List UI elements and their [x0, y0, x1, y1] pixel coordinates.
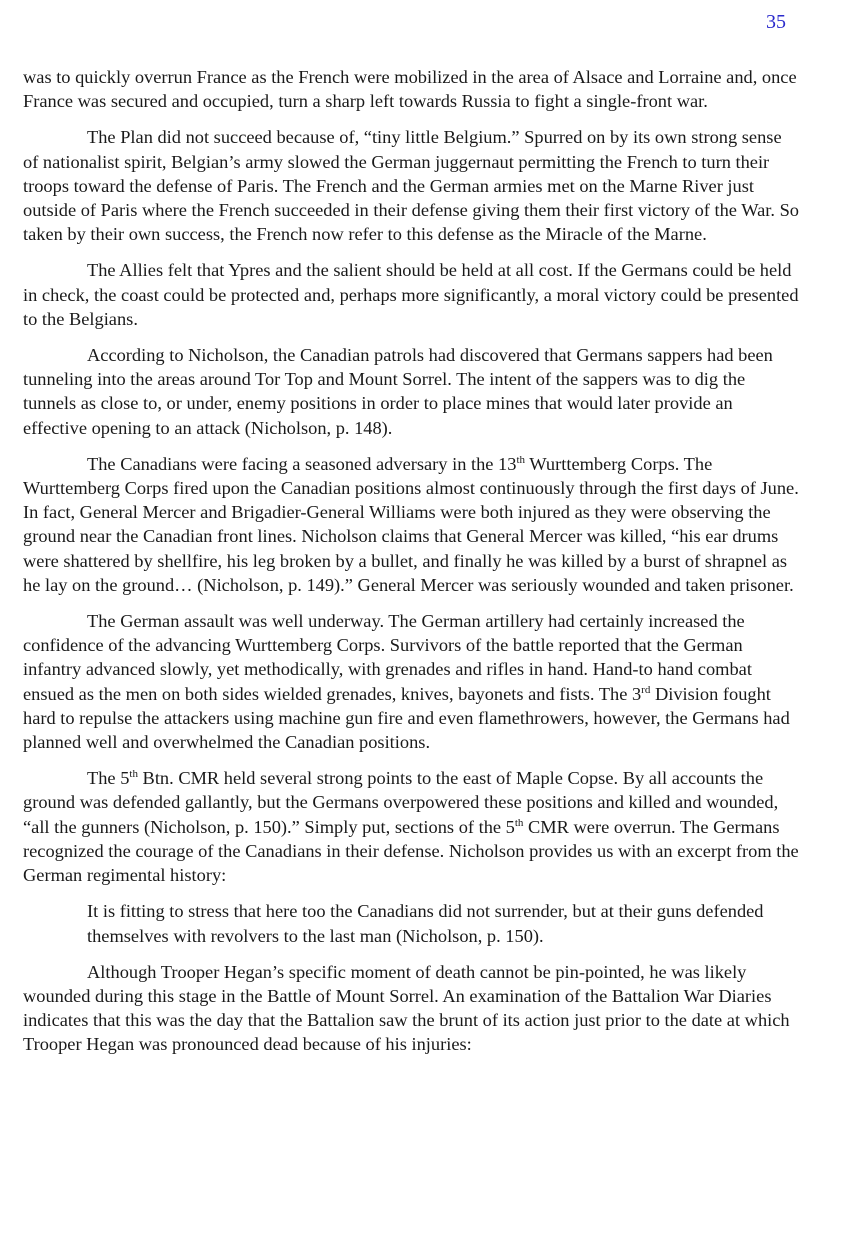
paragraph-5-text-b: Wurttemberg Corps. The Wurttemberg Corps fired upon the Canadian positions almost continuously through the first days of June. In fact, General Mercer and Brigadier-General Williams were both injured as they were observing the ground near the Canadian front lines. Nicholson claims that General Mercer was killed, “his ear drums were shattered by shellfire, his leg broken by a bullet, and finally he was killed by a burst of shrapnel as he lay on the ground… (Nicholson, p. 149).” General Mercer was seriously wounded and taken prisoner. — [23, 453, 799, 595]
paragraph-7-text-b: Btn. CMR held several strong points to the east of Maple Copse. By all accounts the ground was defended gallantly, but the Germans overpowered these positions and killed and wounded, “all the gunners (Nicholson, p. 150).” Simply put, sections of the 5 — [23, 768, 779, 837]
paragraph-5 — [23, 452, 801, 597]
paragraph-7-superscript-2: th — [514, 816, 524, 829]
paragraph-7-text-a: The 5 — [87, 768, 130, 789]
paragraph-7-superscript-1: th — [129, 768, 138, 781]
paragraph-8: Although Trooper Hegan’s specific moment of death cannot be pin-pointed, he was likely wounded during this stage in the Battle of Mount Sorrel. An examination of the Battalion War Diaries indicates that this was the day that the Battalion saw the brunt of its action just prior to the date at which Trooper Hegan was pronounced dead because of his injuries: — [23, 961, 790, 1055]
paragraph-6-text-b: Division fought hard to repulse the attackers using machine gun fire and even flamethrowers, however, the Germans had planned well and overwhelmed the Canadian positions. — [23, 683, 790, 753]
paragraph-4: According to Nicholson, the Canadian patrols had discovered that Germans sappers had been tunneling into the areas around Tor Top and Mount Sorrel. The intent of the sappers was to dig the tunnels as close to, or under, enemy positions in order to place mines that would later provide an effective opening to an attack (Nicholson, p. 148). — [23, 345, 773, 438]
paragraph-3: The Allies felt that Ypres and the salient should be held at all cost. If the Germans could be held in check, the coast could be protected and, perhaps more significantly, a moral victory could be presented to the Belgians. — [23, 260, 799, 329]
block-quote: It is fitting to stress that here too the Canadians did not surrender, but at their guns defended themselves with revolvers to the last man (Nicholson, p. 150). — [87, 901, 764, 946]
document-body — [23, 65, 801, 1069]
paragraph-2: The Plan did not succeed because of, “tiny little Belgium.” Spurred on by its own strong sense of nationalist spirit, Belgian’s army slowed the German juggernaut permitting the French to turn their troops toward the defense of Paris. The French and the German armies met on the Marne River just outside of Paris where the French succeeded in their defense giving them their first victory of the War. So taken by their own success, the French now refer to this defense as the Miracle of the Marne. — [23, 127, 799, 245]
paragraph-1: was to quickly overrun France as the French were mobilized in the area of Alsace and Lorraine and, once France was secured and occupied, turn a sharp left towards Russia to fight a single-front war. — [23, 67, 797, 112]
paragraph-7-text-c: CMR were overrun. The Germans recognized the courage of the Canadians in their defense. Nicholson provides us with an excerpt from the German regimental history: — [23, 816, 799, 886]
paragraph-5-text-a: The Canadians were facing a seasoned adversary in the 13 — [87, 453, 517, 474]
page-number: 35 — [766, 11, 786, 33]
paragraph-5-superscript: th — [516, 453, 526, 466]
paragraph-6-superscript: rd — [641, 683, 651, 696]
paragraph-6 — [23, 609, 801, 754]
paragraph-7 — [23, 766, 801, 887]
paragraph-6-text-a: The German assault was well underway. The German artillery had certainly increased the confidence of the advancing Wurttemberg Corps. Survivors of the battle reported that the German infantry advanced slowly, yet methodically, with grenades and rifles in hand. Hand-to hand combat ensued as the men on both sides wielded grenades, knives, bayonets and fists. The 3 — [23, 611, 752, 704]
